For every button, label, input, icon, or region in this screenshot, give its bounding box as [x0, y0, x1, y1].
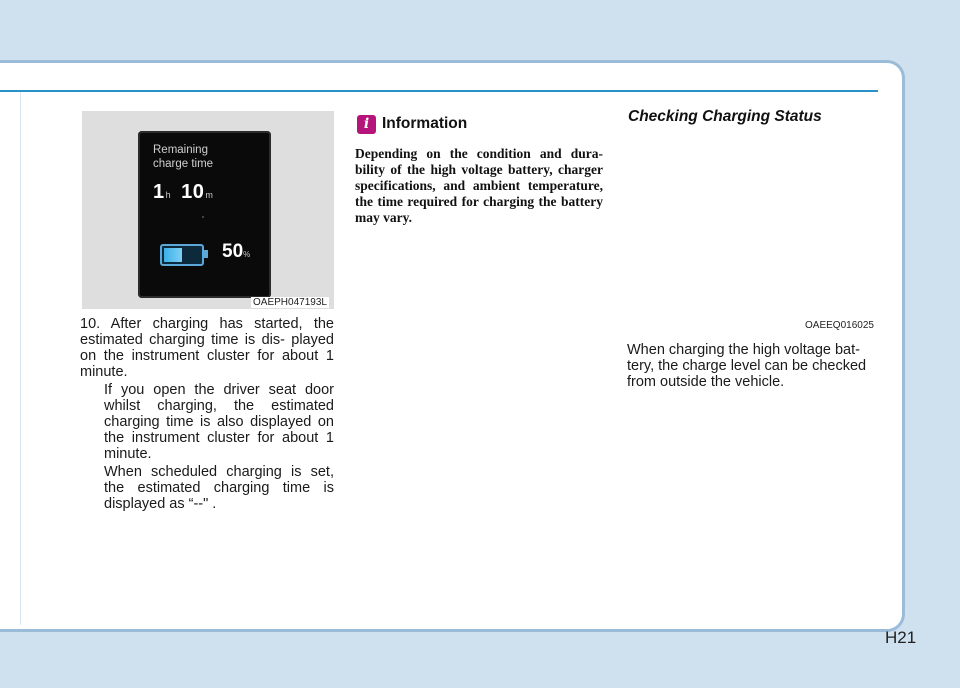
battery-percent: [222, 241, 250, 263]
image-code-left: OAEPH047193L: [253, 297, 327, 308]
information-icon: i: [357, 115, 376, 134]
cluster-title-line2: charge time: [153, 158, 214, 170]
battery-terminal-icon: [204, 250, 208, 258]
step-text: After charging has started, the estimated charging time is dis- played on the instrument cluster for about 1 minute.: [80, 316, 334, 380]
instrument-cluster-display: [138, 131, 271, 298]
hours-value: 1: [153, 181, 165, 203]
step-10: [80, 316, 334, 380]
minutes-unit: m: [205, 190, 214, 200]
information-title: Information: [382, 115, 468, 132]
battery-icon: [160, 244, 204, 266]
remaining-time: [153, 181, 213, 204]
percent-value: 50: [222, 241, 244, 262]
battery-fill: [164, 248, 182, 262]
minutes-value: 10: [181, 181, 205, 203]
margin-line: [20, 92, 21, 625]
image-code-right: OAEEQ016025: [805, 320, 874, 331]
information-text: Depending on the condition and dura- bility of the high voltage battery, charger specifications, and ambient temperature, the time required for charging the battery may vary.: [355, 146, 603, 225]
cluster-title: [153, 143, 263, 171]
paragraph-door: If you open the driver seat door whilst charging, the estimated charging time is also displayed on the instrument cluster for about 1 minute.: [104, 382, 334, 462]
information-header: [357, 113, 467, 135]
page-number: H21: [885, 628, 917, 647]
header-rule: [0, 90, 878, 92]
section-title: Checking Charging Status: [628, 108, 822, 125]
separator-dot: [202, 216, 204, 218]
step-number: 10.: [80, 316, 101, 332]
cluster-title-line1: Remaining: [153, 144, 208, 156]
hours-unit: h: [165, 190, 172, 200]
paragraph-scheduled: When scheduled charging is set, the estimated charging time is displayed as “--" .: [104, 464, 334, 512]
cluster-photo: [82, 111, 334, 309]
percent-unit: %: [243, 250, 251, 259]
charging-status-image: [626, 140, 880, 330]
charging-status-text: When charging the high voltage bat- tery, the charge level can be checked from outside the vehicle.: [627, 342, 867, 390]
